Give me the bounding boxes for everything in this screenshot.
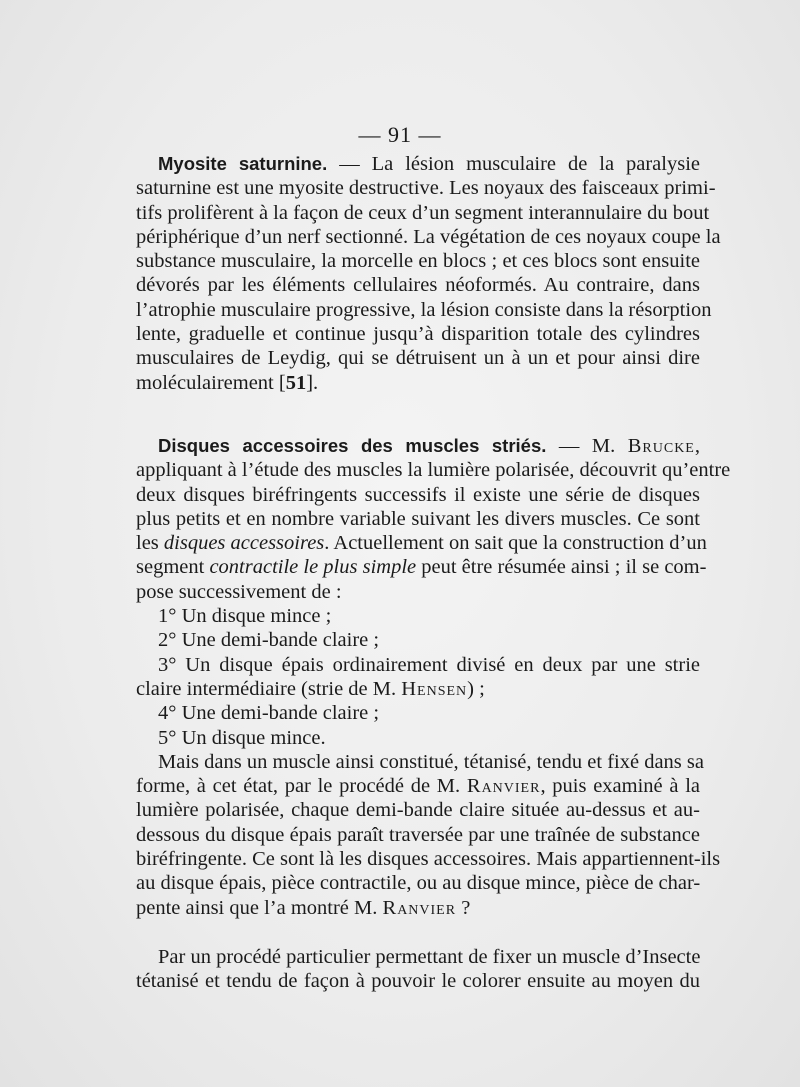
text-line: substance musculaire, la morcelle en blocs ; et ces blocs sont ensuite xyxy=(136,250,700,273)
text-line: l’atrophie musculaire progressive, la lésion consiste dans la résorption xyxy=(136,298,712,321)
text-line: Myosite saturnine. — La lésion musculaire de la paralysie xyxy=(158,153,700,175)
text-line: forme, à cet état, par le procédé de M. Ranvier, puis examiné à la xyxy=(136,775,700,798)
text-line: dessous du disque épais paraît traversée par une traînée de substance xyxy=(136,823,700,846)
text-line: lumière polarisée, chaque demi-bande claire située au-dessus et au- xyxy=(136,799,700,822)
text-line: pose successivement de : xyxy=(136,580,342,603)
list-item: 4° Une demi-bande claire ; xyxy=(158,702,380,725)
section-heading: Disques accessoires des muscles striés. xyxy=(158,435,547,456)
text-line: Mais dans un muscle ainsi constitué, tétanisé, tendu et fixé dans sa xyxy=(158,750,704,773)
reference-number: 51 xyxy=(285,371,307,394)
text-line: au disque épais, pièce contractile, ou au disque mince, pièce de char- xyxy=(136,872,701,895)
text-line: les disques accessoires. Actuellement on sait que la construction d’un xyxy=(136,532,707,555)
author-name: Brucke xyxy=(627,435,695,457)
text-line: plus petits et en nombre variable suivant les divers muscles. Ce sont xyxy=(136,507,700,530)
text-line: appliquant à l’étude des muscles la lumière polarisée, découvrit qu’entre xyxy=(136,459,731,482)
text-line: périphérique d’un nerf sectionné. La végétation de ces noyaux coupe la xyxy=(136,225,721,248)
text-line: Disques accessoires des muscles striés. — M. Brucke, xyxy=(158,435,700,457)
text-line: tétanisé et tendu de façon à pouvoir le colorer ensuite au moyen du xyxy=(136,970,700,993)
author-name: Ranvier xyxy=(382,896,457,919)
page-number: — 91 — xyxy=(358,122,442,147)
list-item: 2° Une demi-bande claire ; xyxy=(158,629,380,652)
text-line: segment contractile le plus simple peut être résumée ainsi ; il se com- xyxy=(136,556,707,579)
text-line: lente, graduelle et continue jusqu’à disparition totale des cylindres xyxy=(136,323,700,346)
list-item: 3° Un disque épais ordinairement divisé en deux par une strie xyxy=(158,653,700,676)
list-item: 1° Un disque mince ; xyxy=(158,605,332,628)
text-line: biréfringente. Ce sont là les disques accessoires. Mais appartiennent-ils xyxy=(136,848,721,871)
section-myosite-saturnine xyxy=(136,152,721,395)
section-continuation xyxy=(136,945,700,994)
section-heading: Myosite saturnine. xyxy=(158,153,328,174)
italic-term: contractile le plus simple xyxy=(209,556,417,579)
text-line: deux disques biréfringents successifs il existe une série de disques xyxy=(136,483,700,506)
text-line: saturnine est une myosite destructive. Les noyaux des faisceaux primi- xyxy=(136,177,716,200)
text-line: dévorés par les éléments cellulaires néoformés. Au contraire, dans xyxy=(136,274,700,297)
text-line: pente ainsi que l’a montré M. Ranvier ? xyxy=(136,896,471,919)
author-name: Hensen xyxy=(401,677,468,700)
author-name: Ranvier xyxy=(466,775,541,798)
section-disques-accessoires xyxy=(136,434,731,920)
text-line: claire intermédiaire (strie de M. Hensen) ; xyxy=(136,677,485,700)
list-item: 5° Un disque mince. xyxy=(158,726,326,749)
italic-term: disques accessoires xyxy=(163,532,325,555)
text-line: musculaires de Leydig, qui se détruisent un à un et pour ainsi dire xyxy=(136,347,700,370)
text-line: moléculairement [51]. xyxy=(136,371,319,394)
text-line: Par un procédé particulier permettant de fixer un muscle d’Insecte xyxy=(158,946,701,968)
text-line: tifs prolifèrent à la façon de ceux d’un segment interannulaire du bout xyxy=(136,201,710,224)
